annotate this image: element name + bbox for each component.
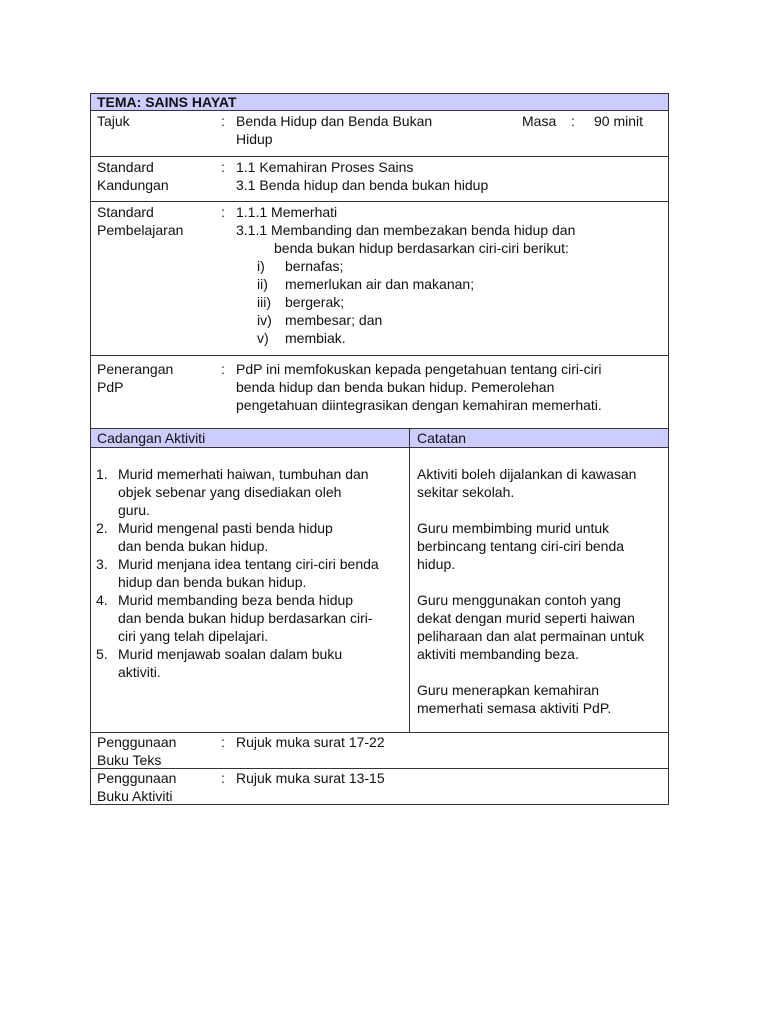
aktiviti-header xyxy=(90,429,669,448)
masa-label: Masa xyxy=(522,113,557,129)
list-item: v) membiak. xyxy=(257,330,346,346)
buku-aktiviti-label: Penggunaan Buku Aktiviti xyxy=(97,770,177,804)
list-item: iii) bergerak; xyxy=(257,294,345,310)
masa-value: 90 minit xyxy=(594,113,644,129)
buku-aktiviti-value: Rujuk muka surat 13-15 xyxy=(236,770,385,786)
sp-item-2-cont: benda bukan hidup berdasarkan ciri-ciri berikut: xyxy=(274,240,569,256)
list-item: i) bernafas; xyxy=(257,258,344,274)
colon: : xyxy=(221,204,225,220)
sp-sub-list xyxy=(236,257,575,347)
standard-kandungan-value: 1.1 Kemahiran Proses Sains 3.1 Benda hidup dan benda bukan hidup xyxy=(236,159,489,193)
colon: : xyxy=(221,113,225,129)
standard-pembelajaran-row xyxy=(90,202,669,356)
note: Guru membimbing murid untuk berbincang tentang ciri-ciri benda hidup. xyxy=(417,520,625,572)
standard-kandungan-label: Standard Kandungan xyxy=(97,159,169,193)
notes-column xyxy=(417,465,644,717)
penerangan-label: Penerangan PdP xyxy=(97,361,174,395)
list-item: 3. Murid menjana idea tentang ciri-ciri benda hidup dan benda bukan hidup. xyxy=(96,556,379,590)
list-item: iv) membesar; dan xyxy=(257,312,383,328)
note: Guru menggunakan contoh yang dekat dengan murid seperti haiwan peliharaan dan alat permainan untuk aktiviti membanding beza. xyxy=(417,592,645,662)
masa-colon: : xyxy=(571,113,575,129)
sp-item-2: 3.1.1 Membanding dan membezakan benda hidup dan xyxy=(236,222,576,238)
colon: : xyxy=(221,770,225,786)
buku-teks-value: Rujuk muka surat 17-22 xyxy=(236,734,385,750)
column-divider xyxy=(409,448,410,732)
theme-header xyxy=(90,93,669,111)
note: Aktiviti boleh dijalankan di kawasan sekitar sekolah. xyxy=(417,466,637,500)
list-item: ii) memerlukan air dan makanan; xyxy=(257,276,475,292)
colon: : xyxy=(221,734,225,750)
theme-title: TEMA: SAINS HAYAT xyxy=(97,94,237,110)
list-item: 4. Murid membanding beza benda hidup dan benda bukan hidup berdasarkan ciri- ciri yang telah dipelajari. xyxy=(96,592,373,644)
colon: : xyxy=(221,159,225,175)
catatan-heading: Catatan xyxy=(417,430,467,446)
penerangan-value: PdP ini memfokuskan kepada pengetahuan tentang ciri-ciri benda hidup dan benda bukan hidup. Pemerolehan pengetahuan diintegrasikan dengan kemahiran memerhati. xyxy=(236,361,602,413)
penerangan-row xyxy=(90,356,669,429)
buku-teks-row xyxy=(90,733,669,769)
column-divider xyxy=(409,429,410,447)
lesson-plan-table xyxy=(90,93,669,805)
tajuk-row xyxy=(90,111,669,157)
standard-pembelajaran-value xyxy=(236,203,575,347)
tajuk-value: Benda Hidup dan Benda Bukan Hidup xyxy=(236,113,433,147)
list-item: 5. Murid menjawab soalan dalam buku aktiviti. xyxy=(96,646,343,680)
cadangan-aktiviti-heading: Cadangan Aktiviti xyxy=(97,430,206,446)
colon: : xyxy=(221,361,225,377)
sp-item-1: 1.1.1 Memerhati xyxy=(236,204,338,220)
list-item: 1. Murid memerhati haiwan, tumbuhan dan objek sebenar yang disediakan oleh guru. xyxy=(96,466,369,518)
tajuk-label: Tajuk xyxy=(97,113,130,129)
standard-pembelajaran-label: Standard Pembelajaran xyxy=(97,204,184,238)
buku-teks-label: Penggunaan Buku Teks xyxy=(97,734,177,768)
activity-list xyxy=(96,465,379,681)
aktiviti-body xyxy=(90,448,669,733)
note: Guru menerapkan kemahiran memerhati semasa aktiviti PdP. xyxy=(417,682,612,716)
buku-aktiviti-row xyxy=(90,769,669,805)
list-item: 2. Murid mengenal pasti benda hidup dan benda bukan hidup. xyxy=(96,520,333,554)
standard-kandungan-row xyxy=(90,157,669,202)
